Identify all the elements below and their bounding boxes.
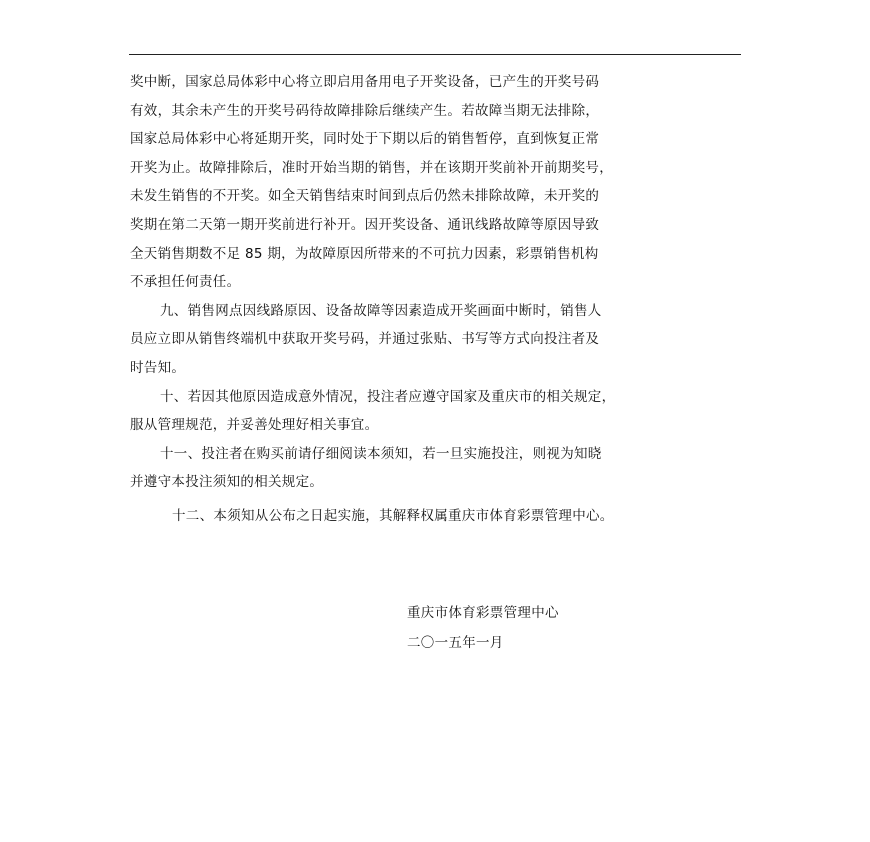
text-line: 未发生销售的不开奖。如全天销售结束时间到点后仍然未排除故障，未开奖的 (130, 188, 600, 205)
text-line: 奖期在第二天第一期开奖前进行补开。因开奖设备、通讯线路故障等原因导致 (130, 216, 600, 233)
paragraph-12 (130, 502, 742, 531)
paragraph-11 (130, 440, 742, 497)
text-line: 九、销售网点因线路原因、设备故障等因素造成开奖画面中断时，销售人 (160, 302, 602, 319)
document-body (130, 68, 742, 531)
header-rule (129, 54, 741, 55)
text-line: 并遵守本投注须知的相关规定。 (130, 474, 324, 491)
text-line: 十一、投注者在购买前请仔细阅读本须知，若一旦实施投注，则视为知晓 (160, 445, 602, 462)
text-line: 国家总局体彩中心将延期开奖，同时处于下期以后的销售暂停，直到恢复正常 (130, 131, 600, 148)
text-line: 时告知。 (130, 359, 186, 376)
paragraph-8-continued (130, 68, 742, 297)
text-line: 开奖为止。故障排除后，准时开始当期的销售，并在该期开奖前补开前期奖号， (130, 159, 613, 176)
text-line: 十、若因其他原因造成意外情况，投注者应遵守国家及重庆市的相关规定， (160, 388, 616, 405)
text-line: 员应立即从销售终端机中获取开奖号码，并通过张贴、书写等方式向投注者及 (130, 331, 600, 348)
paragraph-9 (130, 297, 742, 383)
signature-date: 二〇一五年一月 (407, 635, 504, 651)
text-line: 不承担任何责任。 (130, 274, 241, 291)
text-line: 有效，其余未产生的开奖号码待故障排除后继续产生。若故障当期无法排除， (130, 102, 600, 119)
signature-organization: 重庆市体育彩票管理中心 (407, 605, 559, 621)
text-line: 全天销售期数不足 85 期，为故障原因所带来的不可抗力因素，彩票销售机构 (130, 245, 599, 262)
text-line: 服从管理规范，并妥善处理好相关事宜。 (130, 417, 379, 434)
text-line: 十二、本须知从公布之日起实施，其解释权属重庆市体育彩票管理中心。 (172, 507, 614, 524)
signature-block (407, 598, 559, 658)
text-line: 奖中断，国家总局体彩中心将立即启用备用电子开奖设备，已产生的开奖号码 (130, 74, 600, 90)
paragraph-10 (130, 383, 742, 440)
